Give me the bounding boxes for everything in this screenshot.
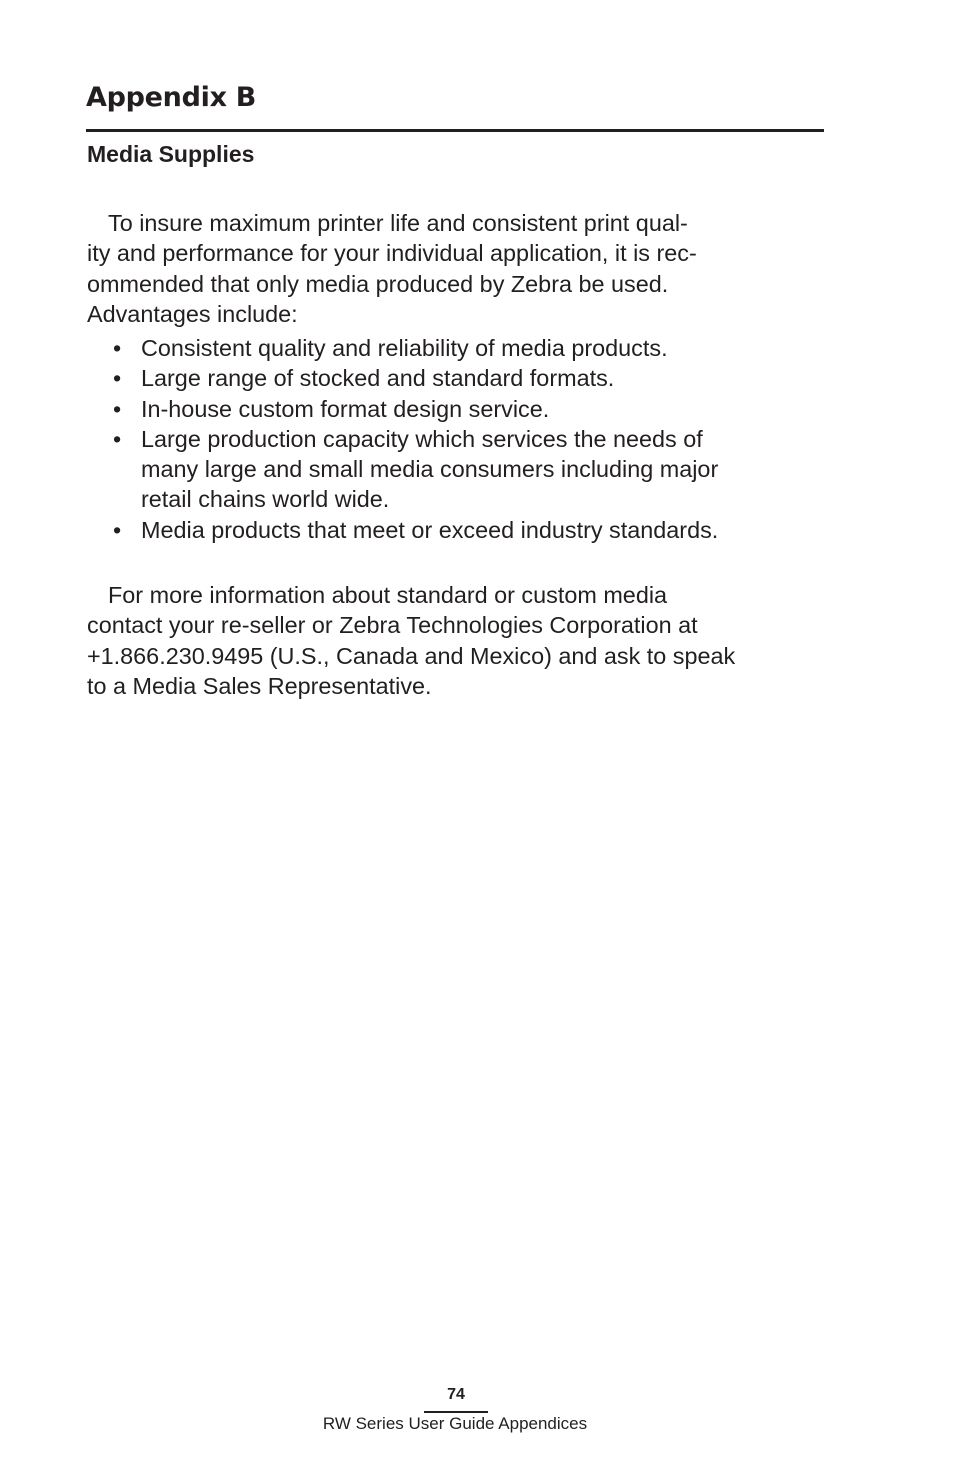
list-item-text: Large range of stocked and standard formats. <box>141 365 615 392</box>
bullet-icon: • <box>113 395 122 422</box>
bullet-icon: • <box>113 516 122 543</box>
contact-text: For more information about standard or custom media contact your re-seller or Zebra Technologies Corporation at +1.866.230.9495 (U.S., Canada and Mexico) and ask to speak to a Media Sales Representative. <box>87 582 736 699</box>
list-item <box>87 333 827 363</box>
contact-paragraph <box>87 580 827 701</box>
section-heading: Media Supplies <box>87 141 255 167</box>
list-item-text: Large production capacity which services the needs of many large and small media consumers including major retail chains world wide. <box>141 425 719 513</box>
title-divider <box>86 129 824 132</box>
appendix-title: Appendix B <box>86 82 257 113</box>
list-item <box>87 394 827 424</box>
list-item-text: In-house custom format design service. <box>141 395 550 422</box>
advantages-list <box>87 333 827 545</box>
page-number: 74 <box>447 1386 465 1403</box>
bullet-icon: • <box>113 365 122 392</box>
list-item-text: Media products that meet or exceed industry standards. <box>141 516 719 543</box>
intro-text: To insure maximum printer life and consistent print qual- ity and performance for your individual application, it is rec- ommended that only media produced by Zebra be used. Advantages include: <box>87 210 697 327</box>
intro-paragraph <box>87 208 827 329</box>
bullet-icon: • <box>113 425 122 452</box>
list-item <box>87 515 827 545</box>
list-item <box>87 424 827 515</box>
footer-guide-title: RW Series User Guide Appendices <box>322 1414 588 1433</box>
list-item <box>87 363 827 393</box>
bullet-icon: • <box>113 335 122 361</box>
list-item-text: Consistent quality and reliability of media products. <box>141 335 668 361</box>
